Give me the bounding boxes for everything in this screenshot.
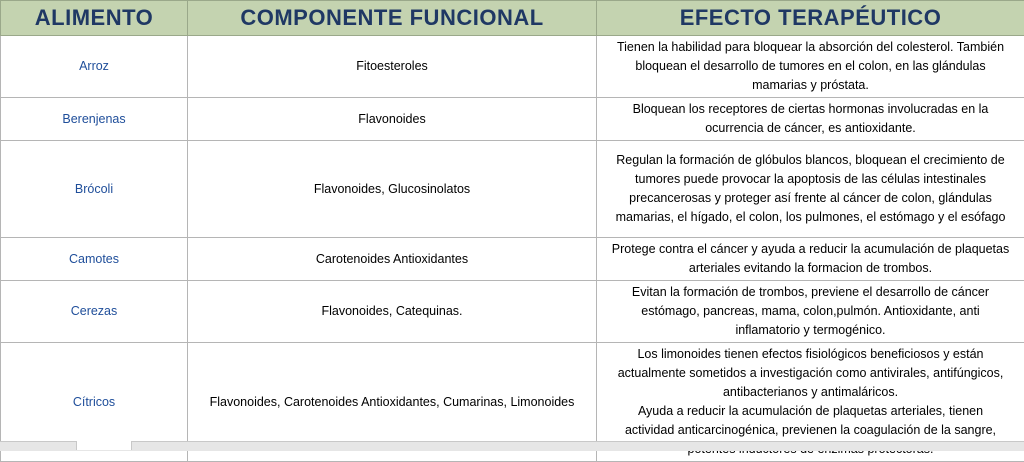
cell-food[interactable]: Brócoli <box>1 141 188 238</box>
effect-line: Evitan la formación de trombos, previene el desarrollo de cáncer <box>601 283 1020 302</box>
effect-line: arteriales evitando la formacion de trombos. <box>601 259 1020 278</box>
cell-effect[interactable] <box>597 281 1024 343</box>
effect-line: antibacterianos y antimaláricos. <box>601 383 1020 402</box>
table-row <box>1 36 1024 98</box>
cell-food[interactable]: Arroz <box>1 36 188 98</box>
cell-component[interactable]: Flavonoides, Catequinas. <box>188 281 597 343</box>
header-effect[interactable]: EFECTO TERAPÉUTICO <box>597 1 1024 36</box>
effect-line: precancerosas y proteger así frente al cáncer de colon, glándulas <box>601 189 1020 208</box>
cell-effect[interactable] <box>597 98 1024 141</box>
cell-food[interactable]: Berenjenas <box>1 98 188 141</box>
table-row <box>1 281 1024 343</box>
header-component[interactable]: COMPONENTE FUNCIONAL <box>188 1 597 36</box>
effect-line: Protege contra el cáncer y ayuda a reducir la acumulación de plaquetas <box>601 240 1020 259</box>
cell-component[interactable]: Flavonoides <box>188 98 597 141</box>
cell-component[interactable]: Flavonoides, Glucosinolatos <box>188 141 597 238</box>
effect-line: actualmente sometidos a investigación como antivirales, antifúngicos, <box>601 364 1020 383</box>
effect-line: bloquean el desarrollo de tumores en el colon, en las glándulas <box>601 57 1020 76</box>
cell-food[interactable]: Camotes <box>1 238 188 281</box>
effect-line: mamarias, el hígado, el colon, los pulmones, el estómago y el esófago <box>601 208 1020 227</box>
effect-line: Bloquean los receptores de ciertas hormonas involucradas en la <box>601 100 1020 119</box>
effect-line: ocurrencia de cáncer, es antioxidante. <box>601 119 1020 138</box>
effect-line: Regulan la formación de glóbulos blancos, bloquean el crecimiento de <box>601 151 1020 170</box>
table-row <box>1 238 1024 281</box>
table-row <box>1 141 1024 238</box>
effect-line: inflamatorio y termogénico. <box>601 321 1020 340</box>
effect-line: estómago, pancreas, mama, colon,pulmón. Antioxidante, anti <box>601 302 1020 321</box>
effect-line: actividad anticarcinogénica, previenen la coagulación de la sangre, <box>601 421 1020 440</box>
cell-effect[interactable] <box>597 141 1024 238</box>
effect-line: mamarias y próstata. <box>601 76 1020 95</box>
header-food[interactable]: ALIMENTO <box>1 1 188 36</box>
cell-component[interactable]: Carotenoides Antioxidantes <box>188 238 597 281</box>
effect-line: Ayuda a reducir la acumulación de plaquetas arteriales, tienen <box>601 402 1020 421</box>
cell-component[interactable]: Flavonoides, Carotenoides Antioxidantes, Cumarinas, Limonoides <box>188 343 597 462</box>
table-row <box>1 98 1024 141</box>
cell-component[interactable]: Fitoesteroles <box>188 36 597 98</box>
effect-line: Los limonoides tienen efectos fisiológicos beneficiosos y están <box>601 345 1020 364</box>
header-row <box>1 1 1024 36</box>
cell-food[interactable]: Cítricos <box>1 343 188 462</box>
cell-effect[interactable] <box>597 238 1024 281</box>
effect-line: tumores puede provocar la apoptosis de las células intestinales <box>601 170 1020 189</box>
cell-effect[interactable] <box>597 36 1024 98</box>
effect-line: Tienen la habilidad para bloquear la absorción del colesterol. También <box>601 38 1020 57</box>
cell-food[interactable]: Cerezas <box>1 281 188 343</box>
sheet-tab[interactable] <box>76 441 132 450</box>
